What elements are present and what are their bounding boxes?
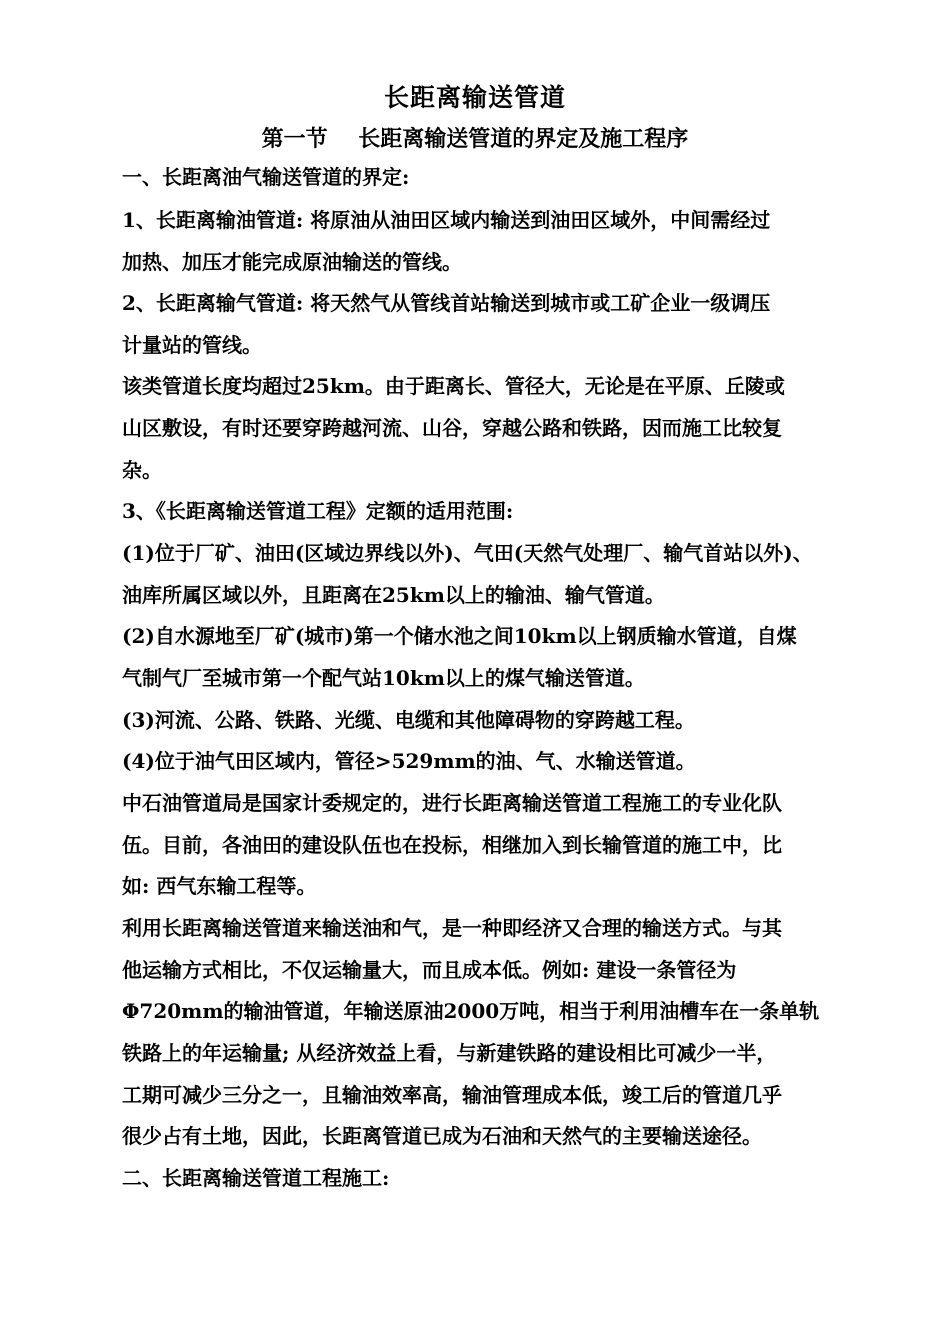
paragraph-line: (1)位于厂矿、油田(区域边界线以外)、气田(天然气处理厂、输气首站以外)、 — [122, 541, 813, 565]
paragraph-line: 该类管道长度均超过25km。由于距离长、管径大，无论是在平原、丘陵或 — [122, 374, 785, 398]
paragraph-line: 3、《长距离输送管道工程》定额的适用范围: — [122, 499, 514, 523]
paragraph-line: 1、长距离输油管道: 将原油从油田区域内输送到油田区域外，中间需经过 — [122, 208, 771, 232]
paragraph-line: 2、长距离输气管道: 将天然气从管线首站输送到城市或工矿企业一级调压 — [122, 291, 771, 315]
paragraph-line: 伍。目前，各油田的建设队伍也在投标，相继加入到长输管道的施工中，比 — [122, 833, 782, 857]
paragraph-line: 杂。 — [122, 458, 162, 482]
paragraph-line: 中石油管道局是国家计委规定的，进行长距离输送管道工程施工的专业化队 — [122, 791, 782, 815]
paragraph-line: 很少占有土地，因此，长距离管道已成为石油和天然气的主要输送途径。 — [122, 1124, 762, 1148]
paragraph-line: 油库所属区域以外，且距离在25km以上的输油、输气管道。 — [122, 583, 665, 607]
paragraph-line: (4)位于油气田区域内，管径>529mm的油、气、水输送管道。 — [122, 749, 696, 773]
paragraph-line: 铁路上的年运输量; 从经济效益上看，与新建铁路的建设相比可减少一半， — [122, 1041, 777, 1065]
paragraph-line: Φ720mm的输油管道，年输送原油2000万吨，相当于利用油槽车在一条单轨 — [122, 999, 820, 1023]
heading-definition: 一、长距离油气输送管道的界定: — [122, 165, 410, 189]
document-title: 长距离输送管道 — [383, 83, 566, 112]
paragraph-line: 工期可减少三分之一，且输油效率高，输油管理成本低，竣工后的管道几乎 — [122, 1083, 782, 1107]
paragraph-line: 气制气厂至城市第一个配气站10km以上的煤气输送管道。 — [122, 666, 645, 690]
paragraph-line: 如: 西气东输工程等。 — [122, 874, 317, 898]
paragraph-line: 山区敷设，有时还要穿跨越河流、山谷，穿越公路和铁路，因而施工比较复 — [122, 416, 782, 440]
paragraph-line: (2)自水源地至厂矿(城市)第一个储水池之间10km以上钢质输水管道，自煤 — [122, 624, 797, 648]
section-title: 第一节 长距离输送管道的界定及施工程序 — [261, 126, 689, 152]
paragraph-line: 计量站的管线。 — [122, 333, 262, 357]
paragraph-line: 他运输方式相比，不仅运输量大，而且成本低。例如: 建设一条管径为 — [122, 958, 737, 982]
paragraph-line: 利用长距离输送管道来输送油和气，是一种即经济又合理的输送方式。与其 — [122, 916, 782, 940]
paragraph-line: (3)河流、公路、铁路、光缆、电缆和其他障碍物的穿跨越工程。 — [122, 708, 695, 732]
paragraph-line: 加热、加压才能完成原油输送的管线。 — [122, 250, 462, 274]
heading-construction: 二、长距离输送管道工程施工: — [122, 1166, 390, 1190]
